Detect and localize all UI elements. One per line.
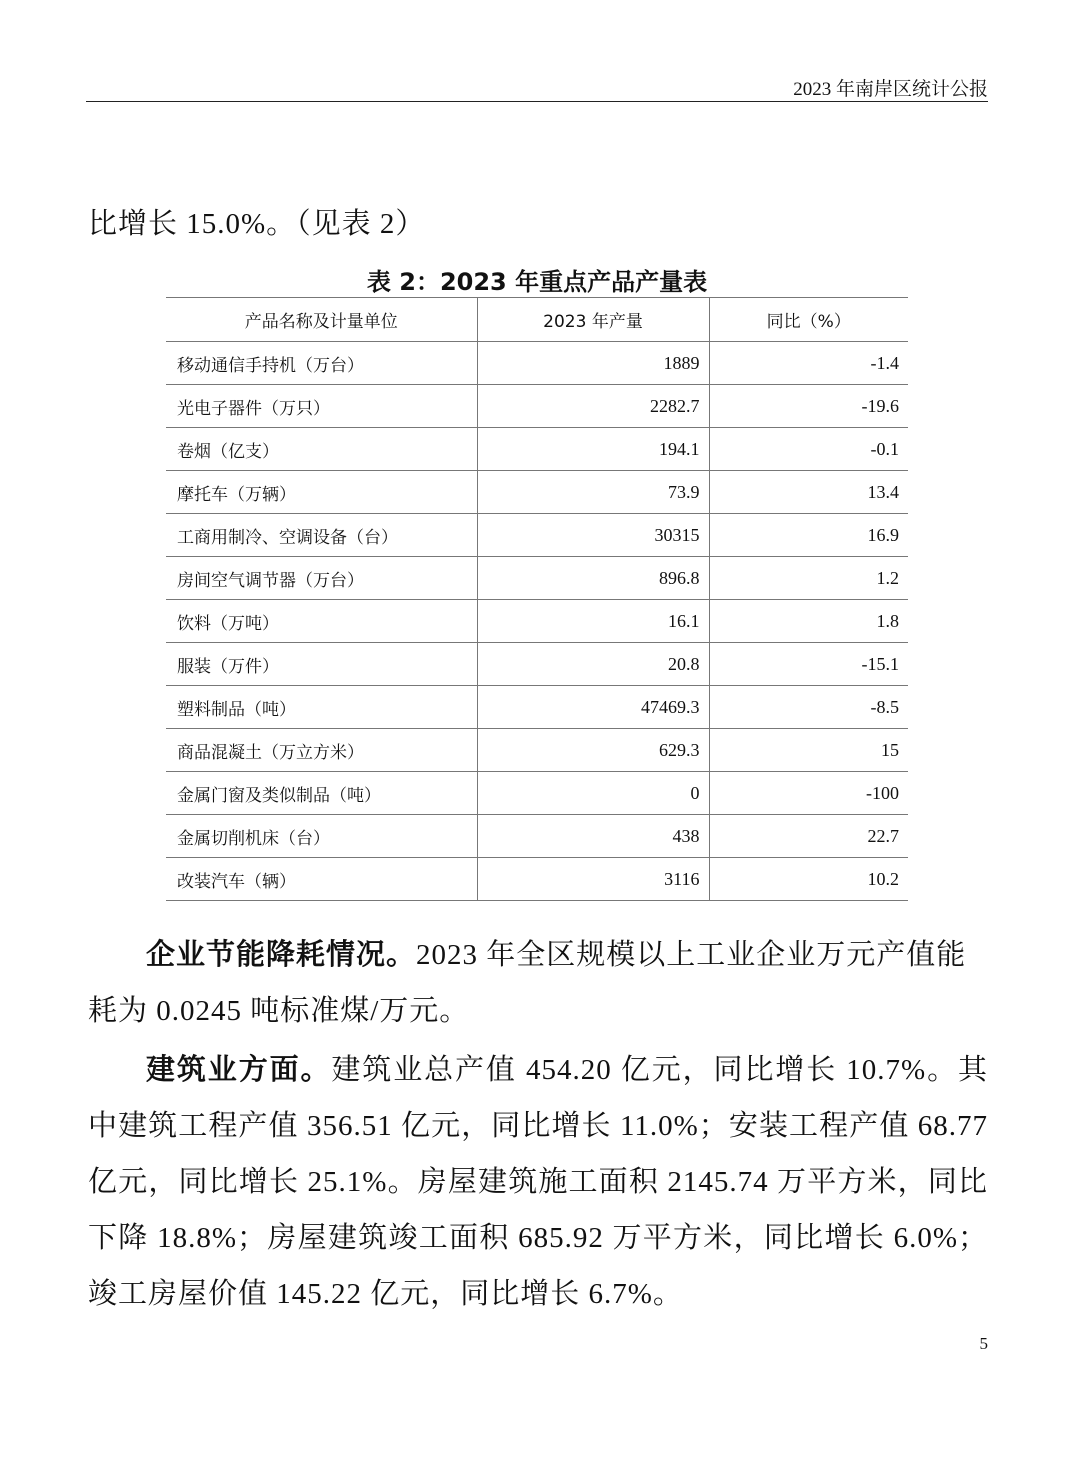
- output-cell: 2282.7: [477, 385, 709, 428]
- output-cell: 20.8: [477, 643, 709, 686]
- table-title: 表 2：2023 年重点产品产量表: [366, 268, 708, 296]
- product-name-cell: 服装（万件）: [166, 643, 477, 686]
- yoy-cell: -15.1: [709, 643, 908, 686]
- yoy-cell: 22.7: [709, 815, 908, 858]
- column-header-yoy: 同比（%）: [709, 298, 908, 342]
- product-name-cell: 卷烟（亿支）: [166, 428, 477, 471]
- yoy-cell: -19.6: [709, 385, 908, 428]
- yoy-cell: -1.4: [709, 342, 908, 385]
- output-cell: 194.1: [477, 428, 709, 471]
- output-cell: 16.1: [477, 600, 709, 643]
- product-name-cell: 饮料（万吨）: [166, 600, 477, 643]
- yoy-cell: -100: [709, 772, 908, 815]
- table-row: [166, 643, 908, 686]
- output-cell: 629.3: [477, 729, 709, 772]
- column-header-output: 2023 年产量: [477, 298, 709, 342]
- table-row: [166, 385, 908, 428]
- product-name-cell: 塑料制品（吨）: [166, 686, 477, 729]
- construction-paragraph: [88, 1041, 988, 1322]
- paragraph-continuation: 比增长 15.0%。（见表 2）: [88, 208, 426, 240]
- output-cell: 0: [477, 772, 709, 815]
- yoy-cell: 1.8: [709, 600, 908, 643]
- product-name-cell: 光电子器件（万只）: [166, 385, 477, 428]
- table-row: [166, 600, 908, 643]
- column-header-product: 产品名称及计量单位: [166, 298, 477, 342]
- product-name-cell: 金属门窗及类似制品（吨）: [166, 772, 477, 815]
- table-row: [166, 342, 908, 385]
- output-cell: 1889: [477, 342, 709, 385]
- yoy-cell: -8.5: [709, 686, 908, 729]
- product-output-table: [166, 297, 908, 901]
- table-row: [166, 557, 908, 600]
- product-name-cell: 金属切削机床（台）: [166, 815, 477, 858]
- yoy-cell: 15: [709, 729, 908, 772]
- table-row: [166, 772, 908, 815]
- energy-lead-heading: 企业节能降耗情况。: [146, 937, 417, 971]
- table-row: [166, 686, 908, 729]
- table-row: [166, 514, 908, 557]
- yoy-cell: 13.4: [709, 471, 908, 514]
- output-cell: 47469.3: [477, 686, 709, 729]
- energy-paragraph: [88, 926, 988, 1039]
- output-cell: 30315: [477, 514, 709, 557]
- energy-paragraph-text: 2023 年全区规模以上工业企业万元产值能耗为 0.0245 吨标准煤/万元。: [88, 939, 967, 1027]
- table-row: [166, 729, 908, 772]
- yoy-cell: 16.9: [709, 514, 908, 557]
- table-row: [166, 815, 908, 858]
- product-name-cell: 商品混凝土（万立方米）: [166, 729, 477, 772]
- table-row: [166, 858, 908, 901]
- product-name-cell: 房间空气调节器（万台）: [166, 557, 477, 600]
- output-cell: 73.9: [477, 471, 709, 514]
- product-name-cell: 移动通信手持机（万台）: [166, 342, 477, 385]
- table-row: [166, 428, 908, 471]
- header-rule: [86, 101, 988, 102]
- construction-lead-heading: 建筑业方面。: [146, 1052, 332, 1086]
- table-row: [166, 471, 908, 514]
- yoy-cell: -0.1: [709, 428, 908, 471]
- construction-paragraph-text: 建筑业总产值 454.20 亿元，同比增长 10.7%。其中建筑工程产值 356.51 亿元，同比增长 11.0%；安装工程产值 68.77 亿元，同比增长 25.1%。房屋建筑施工面积 2145.74 万平方米，同比下降 18.8%；房屋建筑竣工面积 685.92 万平方米，同比增长 6.0%；竣工房屋价值 145.22 亿元，同比增长 6.7%。: [88, 1054, 988, 1310]
- table-header-row: [166, 298, 908, 342]
- product-name-cell: 改装汽车（辆）: [166, 858, 477, 901]
- running-header: 2023 年南岸区统计公报: [793, 79, 988, 100]
- output-cell: 896.8: [477, 557, 709, 600]
- output-cell: 3116: [477, 858, 709, 901]
- yoy-cell: 10.2: [709, 858, 908, 901]
- page-number: 5: [979, 1334, 988, 1353]
- product-name-cell: 摩托车（万辆）: [166, 471, 477, 514]
- yoy-cell: 1.2: [709, 557, 908, 600]
- output-cell: 438: [477, 815, 709, 858]
- product-name-cell: 工商用制冷、空调设备（台）: [166, 514, 477, 557]
